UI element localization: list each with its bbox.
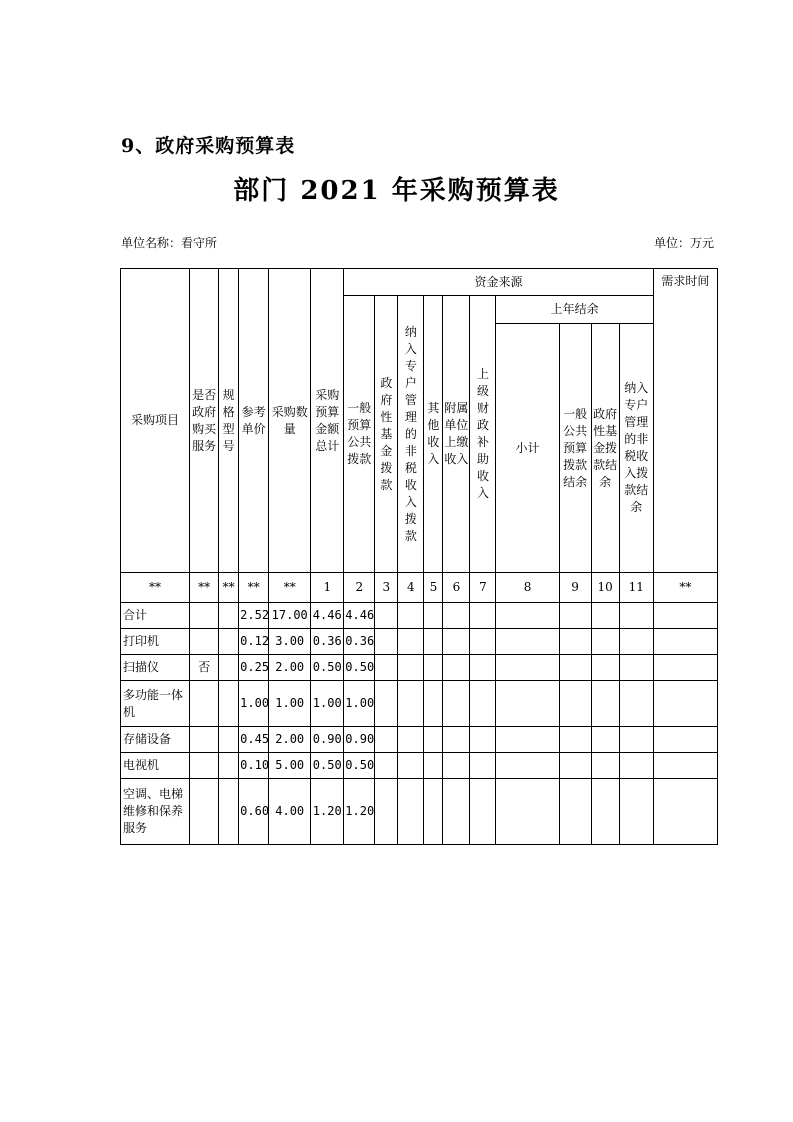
gov-service-cell: [190, 603, 219, 629]
empty-cell: [470, 603, 496, 629]
empty-cell: [559, 753, 591, 779]
table-header: [121, 269, 718, 573]
header-gov-service: 是否政府购买服务: [190, 269, 219, 573]
empty-cell: [591, 753, 619, 779]
gov-service-cell: [190, 779, 219, 845]
empty-cell: [559, 603, 591, 629]
empty-cell: [424, 727, 443, 753]
empty-cell: [398, 727, 424, 753]
item-cell: 电视机: [121, 753, 190, 779]
empty-cell: [653, 681, 717, 727]
header-superior: 上级财政补助收入: [470, 296, 496, 573]
ref-price-cell: 0.45: [239, 727, 269, 753]
empty-cell: [375, 779, 398, 845]
empty-cell: [653, 603, 717, 629]
item-cell: 扫描仪: [121, 655, 190, 681]
empty-cell: [470, 629, 496, 655]
quantity-cell: 3.00: [269, 629, 311, 655]
table-row: [121, 629, 718, 655]
empty-cell: [619, 753, 653, 779]
general-cell: 0.90: [344, 727, 375, 753]
empty-cell: [591, 681, 619, 727]
empty-cell: [653, 779, 717, 845]
quantity-cell: 2.00: [269, 655, 311, 681]
empty-cell: [398, 753, 424, 779]
empty-cell: [653, 629, 717, 655]
header-demand-time: 需求时间: [653, 269, 717, 573]
empty-cell: [496, 603, 559, 629]
unit-name-label: 单位名称：看守所: [121, 236, 218, 250]
table-row: [121, 753, 718, 779]
index-cell: **: [190, 573, 219, 603]
empty-cell: [619, 779, 653, 845]
index-cell: **: [653, 573, 717, 603]
gov-service-cell: 否: [190, 655, 219, 681]
empty-cell: [653, 655, 717, 681]
total-cell: 0.36: [311, 629, 344, 655]
empty-cell: [424, 753, 443, 779]
empty-cell: [375, 727, 398, 753]
index-cell: 5: [424, 573, 443, 603]
item-cell: 打印机: [121, 629, 190, 655]
index-row-group: [121, 573, 718, 603]
empty-cell: [443, 727, 470, 753]
empty-cell: [470, 779, 496, 845]
empty-cell: [398, 779, 424, 845]
empty-cell: [559, 629, 591, 655]
empty-cell: [496, 681, 559, 727]
header-non-tax: 纳入专户管理的非税收入拨款: [398, 296, 424, 573]
index-cell: **: [219, 573, 239, 603]
empty-cell: [591, 655, 619, 681]
quantity-cell: 1.00: [269, 681, 311, 727]
empty-cell: [591, 727, 619, 753]
empty-cell: [443, 629, 470, 655]
general-cell: 0.36: [344, 629, 375, 655]
header-prior-non-tax: 纳入专户管理的非税收入拨款结余: [619, 324, 653, 573]
index-cell: 6: [443, 573, 470, 603]
empty-cell: [398, 603, 424, 629]
empty-cell: [619, 629, 653, 655]
header-fund-source: 资金来源: [344, 269, 653, 296]
empty-cell: [496, 629, 559, 655]
spec-cell: [219, 727, 239, 753]
gov-service-cell: [190, 753, 219, 779]
table-row: [121, 681, 718, 727]
total-cell: 0.50: [311, 753, 344, 779]
total-cell: 0.50: [311, 655, 344, 681]
empty-cell: [398, 655, 424, 681]
ref-price-cell: 0.12: [239, 629, 269, 655]
general-cell: 0.50: [344, 655, 375, 681]
index-cell: **: [121, 573, 190, 603]
general-cell: 1.00: [344, 681, 375, 727]
empty-cell: [559, 681, 591, 727]
index-cell: 10: [591, 573, 619, 603]
general-cell: 4.46: [344, 603, 375, 629]
empty-cell: [443, 655, 470, 681]
item-cell: 合计: [121, 603, 190, 629]
item-cell: 存储设备: [121, 727, 190, 753]
section-title: 9、政府采购预算表: [121, 135, 296, 157]
empty-cell: [424, 603, 443, 629]
empty-cell: [559, 727, 591, 753]
quantity-cell: 2.00: [269, 727, 311, 753]
header-other: 其他收入: [424, 296, 443, 573]
general-cell: 1.20: [344, 779, 375, 845]
gov-service-cell: [190, 727, 219, 753]
quantity-cell: 4.00: [269, 779, 311, 845]
empty-cell: [591, 779, 619, 845]
empty-cell: [619, 603, 653, 629]
empty-cell: [496, 727, 559, 753]
index-row: [121, 573, 718, 603]
table-row: [121, 779, 718, 845]
total-cell: 4.46: [311, 603, 344, 629]
gov-service-cell: [190, 681, 219, 727]
header-general: 一般预算公共拨款: [344, 296, 375, 573]
ref-price-cell: 1.00: [239, 681, 269, 727]
spec-cell: [219, 681, 239, 727]
unit-label: 单位：万元: [653, 236, 714, 250]
item-cell: 多功能一体机: [121, 681, 190, 727]
item-cell: 空调、电梯维修和保养服务: [121, 779, 190, 845]
empty-cell: [559, 779, 591, 845]
gov-service-cell: [190, 629, 219, 655]
empty-cell: [424, 629, 443, 655]
empty-cell: [424, 681, 443, 727]
spec-cell: [219, 629, 239, 655]
table-row: [121, 655, 718, 681]
header-subsidiary: 附属单位上缴收入: [443, 296, 470, 573]
empty-cell: [375, 753, 398, 779]
empty-cell: [470, 727, 496, 753]
spec-cell: [219, 603, 239, 629]
empty-cell: [559, 655, 591, 681]
empty-cell: [375, 655, 398, 681]
empty-cell: [591, 603, 619, 629]
empty-cell: [443, 603, 470, 629]
empty-cell: [424, 655, 443, 681]
general-cell: 0.50: [344, 753, 375, 779]
procurement-budget-table: [120, 268, 718, 845]
empty-cell: [470, 681, 496, 727]
table-row: [121, 603, 718, 629]
empty-cell: [398, 681, 424, 727]
header-total: 采购预算金额总计: [311, 269, 344, 573]
empty-cell: [470, 753, 496, 779]
empty-cell: [375, 629, 398, 655]
index-cell: 9: [559, 573, 591, 603]
total-cell: 1.00: [311, 681, 344, 727]
header-ref-price: 参考单价: [239, 269, 269, 573]
empty-cell: [375, 603, 398, 629]
spec-cell: [219, 779, 239, 845]
index-cell: 1: [311, 573, 344, 603]
spec-cell: [219, 753, 239, 779]
index-cell: 2: [344, 573, 375, 603]
index-cell: **: [269, 573, 311, 603]
spec-cell: [219, 655, 239, 681]
ref-price-cell: 0.60: [239, 779, 269, 845]
page-title: 部门 2021 年采购预算表: [233, 176, 560, 206]
empty-cell: [653, 727, 717, 753]
empty-cell: [470, 655, 496, 681]
empty-cell: [496, 779, 559, 845]
empty-cell: [653, 753, 717, 779]
quantity-cell: 5.00: [269, 753, 311, 779]
empty-cell: [443, 779, 470, 845]
table-row: [121, 727, 718, 753]
header-prior-general: 一般公共预算拨款结余: [559, 324, 591, 573]
empty-cell: [619, 681, 653, 727]
header-item: 采购项目: [121, 269, 190, 573]
empty-cell: [496, 753, 559, 779]
table-body: [121, 603, 718, 845]
index-cell: 11: [619, 573, 653, 603]
total-cell: 1.20: [311, 779, 344, 845]
index-cell: 4: [398, 573, 424, 603]
quantity-cell: 17.00: [269, 603, 311, 629]
ref-price-cell: 0.10: [239, 753, 269, 779]
header-prior-gov-fund: 政府性基金拨款结余: [591, 324, 619, 573]
empty-cell: [398, 629, 424, 655]
header-subtotal: 小计: [496, 324, 559, 573]
empty-cell: [496, 655, 559, 681]
empty-cell: [591, 629, 619, 655]
index-cell: **: [239, 573, 269, 603]
header-quantity: 采购数量: [269, 269, 311, 573]
index-cell: 8: [496, 573, 559, 603]
empty-cell: [424, 779, 443, 845]
empty-cell: [443, 681, 470, 727]
empty-cell: [619, 727, 653, 753]
empty-cell: [619, 655, 653, 681]
ref-price-cell: 2.52: [239, 603, 269, 629]
empty-cell: [443, 753, 470, 779]
header-gov-fund: 政府性基金拨款: [375, 296, 398, 573]
ref-price-cell: 0.25: [239, 655, 269, 681]
index-cell: 3: [375, 573, 398, 603]
header-prior-year: 上年结余: [496, 296, 653, 324]
header-spec: 规格型号: [219, 269, 239, 573]
total-cell: 0.90: [311, 727, 344, 753]
index-cell: 7: [470, 573, 496, 603]
empty-cell: [375, 681, 398, 727]
